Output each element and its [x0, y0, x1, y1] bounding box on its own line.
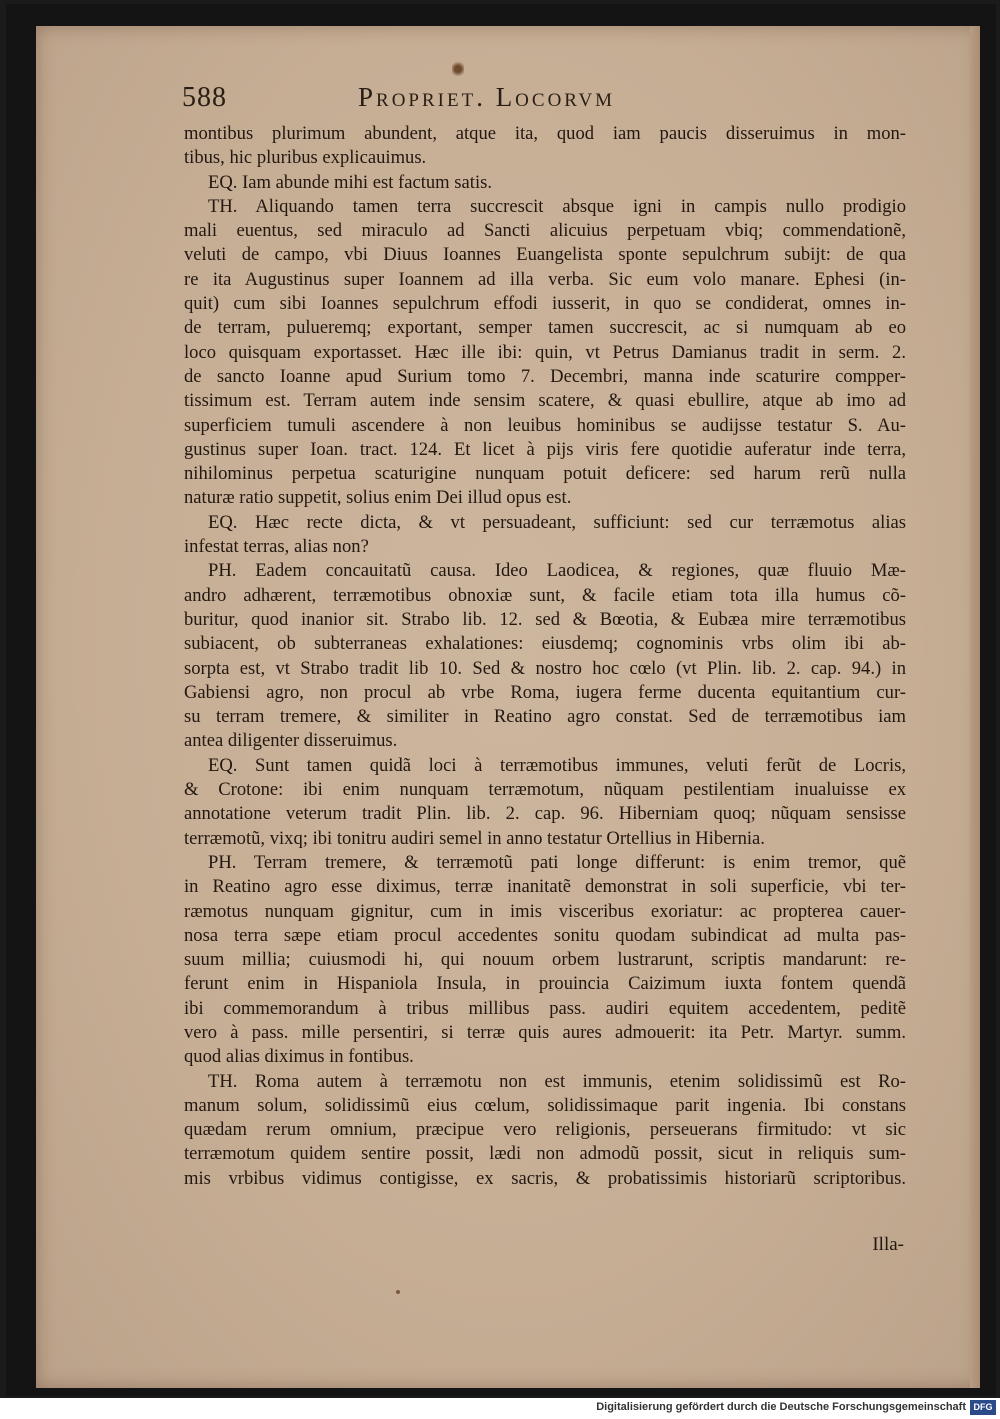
text-line: andro adhærent, terræmotibus obnoxiæ sunt, & facile etiam tota illa humus cõ-: [184, 584, 906, 606]
text-line: terræmotũ, vixq; ibi tonitru audiri semel in anno testatur Ortellius in Hibernia.: [184, 827, 765, 849]
page-edge: [970, 26, 980, 1388]
body-text: [184, 122, 906, 1191]
text-line: ferunt enim in Hispaniola Insula, in prouincia Caizimum iuxta fontem quendã: [184, 973, 906, 995]
text-line: TH. Aliquando tamen terra succrescit absque igni in campis nullo prodigio: [208, 195, 906, 217]
text-line: veluti de campo, vbi Diuus Ioannes Euangelista sponte sepulchrum subijt: de qua: [184, 244, 906, 266]
text-line: mali euentus, sed miraculo ad Sancti alicuius perpetuam vbiq; commendationẽ,: [184, 220, 906, 242]
text-line: loco quisquam exportasset. Hæc ille ibi: quin, vt Petrus Damianus tradit in serm. 2.: [184, 341, 906, 363]
page-header: [182, 78, 902, 118]
text-line: annotatione veterum tradit Plin. lib. 2. cap. 96. Hiberniam quoq; nũquam sensisse: [184, 803, 906, 825]
text-line: de sancto Ioanne apud Surium tomo 7. Decembri, manna inde scaturire compper-: [184, 365, 906, 387]
text-line: infestat terras, alias non?: [184, 536, 369, 558]
text-line: buritur, quod inanior sit. Strabo lib. 12. sed & Bœotia, & Eubæa mire terræmotibus: [184, 608, 906, 630]
text-line: naturæ ratio suppetit, solius enim Dei illud opus est.: [184, 487, 572, 509]
text-line: ræmotus nunquam gignitur, cum in imis visceribus exoriatur: ac propterea cauer-: [184, 900, 906, 922]
running-head: Propriet. Locorvm: [358, 82, 616, 112]
text-line: superficiem tumuli ascendere à non leuibus hominibus se audijsse testatur S. Au-: [184, 414, 906, 436]
text-line: & Crotone: ibi enim nunquam terræmotum, nũquam pestilentiam inualuisse ex: [184, 779, 906, 801]
text-line: quod alias diximus in fontibus.: [184, 1046, 414, 1068]
text-line: subiacent, ob subterraneas exhalationes: eiusdemq; cognominis vrbs olim ibi ab-: [184, 633, 906, 655]
text-line: terræmotum quidem sentire possit, lædi non admodũ possit, sicut in reliquis sum-: [184, 1143, 906, 1165]
text-line: Gabiensi agro, non procul ab vrbe Roma, iugera ferme ducenta equitantium cur-: [184, 681, 906, 703]
footer-credit: Digitalisierung gefördert durch die Deutsche Forschungsgemeinschaft: [596, 1401, 966, 1413]
text-line: quædam rerum omnium, præcipue vero religionis, perseuerans firmitudo: vt sic: [184, 1119, 906, 1141]
ornament-mark: [452, 60, 464, 78]
text-line: EQ. Iam abunde mihi est factum satis.: [208, 171, 492, 193]
text-line: EQ. Sunt tamen quidã loci à terræmotibus immunes, veluti ferũt de Locris,: [208, 754, 906, 776]
text-line: PH. Eadem concauitatũ causa. Ideo Laodicea, & regiones, quæ fluuio Mæ-: [208, 560, 906, 582]
text-line: nosa terra sæpe etiam procul accedentes sonitu quodam subindicat ad multa pas-: [184, 924, 906, 946]
text-line: PH. Terram tremere, & terræmotũ pati longe differunt: is enim tremor, quẽ: [208, 851, 906, 873]
page-number: 588: [182, 82, 227, 113]
text-line: sorpta est, vt Strabo tradit lib 10. Sed & nostro hoc cœlo (vt Plin. lib. 2. cap. 94.) in: [184, 657, 906, 679]
text-line: EQ. Hæc recte dicta, & vt persuadeant, sufficiunt: sed cur terræmotus alias: [208, 511, 906, 533]
dfg-logo-icon: DFG: [970, 1400, 996, 1415]
text-line: montibus plurimum abundent, atque ita, quod iam paucis disseruimus in mon-: [184, 123, 906, 144]
text-line: antea diligenter disseruimus.: [184, 730, 398, 752]
text-line: tibus, hic pluribus explicauimus.: [184, 147, 427, 169]
catchword: Illa-: [872, 1234, 904, 1255]
ink-mark: [396, 1290, 400, 1294]
text-line: mis vrbibus vidimus contigisse, ex sacris, & probatissimis historiarũ scriptoribus.: [184, 1167, 906, 1189]
digitization-footer: [0, 1398, 1000, 1419]
text-line: TH. Roma autem à terræmotu non est immunis, etenim solidissimũ est Ro-: [208, 1070, 906, 1092]
text-line: tissimum est. Terram autem inde sensim scatere, & quasi ebullire, atque ab imo ad: [184, 390, 906, 412]
text-line: su terram tremere, & similiter in Reatino agro constat. Sed de terræmotibus iam: [184, 706, 906, 728]
text-line: re ita Augustinus super Ioannem ad illa verba. Sic eum volo manare. Ephesi (in-: [184, 268, 906, 290]
text-line: de terram, pulueremq; exportant, semper tamen succrescit, ac si numquam ab eo: [184, 317, 906, 339]
text-line: in Reatino agro esse diximus, terræ inanitatẽ demonstrat in soli superficie, vbi ter-: [184, 876, 906, 898]
text-line: nihilominus perpetua scaturigine nunquam potuit deficere: sed harum rerũ nulla: [184, 463, 906, 485]
text-line: quit) cum sibi Ioannes sepulchrum effodi iusserit, in quo se condiderat, omnes in-: [184, 293, 906, 315]
text-line: manum solum, solidissimũ eius cœlum, solidissimaque parit ingenia. Ibi constans: [184, 1094, 906, 1116]
text-line: ibi commemorandum à tribus millibus pass. audiri equitem accedentem, peditẽ: [184, 997, 906, 1019]
text-line: suum millia; cuiusmodi hi, qui nouum orbem lustrarunt, scriptis mandarunt: re-: [184, 949, 906, 971]
text-line: gustinus super Ioan. tract. 124. Et licet à pijs viris fere quotidie auferatur inde terra,: [184, 438, 906, 460]
text-line: vero à pass. mille persentiri, si terræ quis aures admouerit: ita Petr. Martyr. summ.: [184, 1021, 906, 1043]
